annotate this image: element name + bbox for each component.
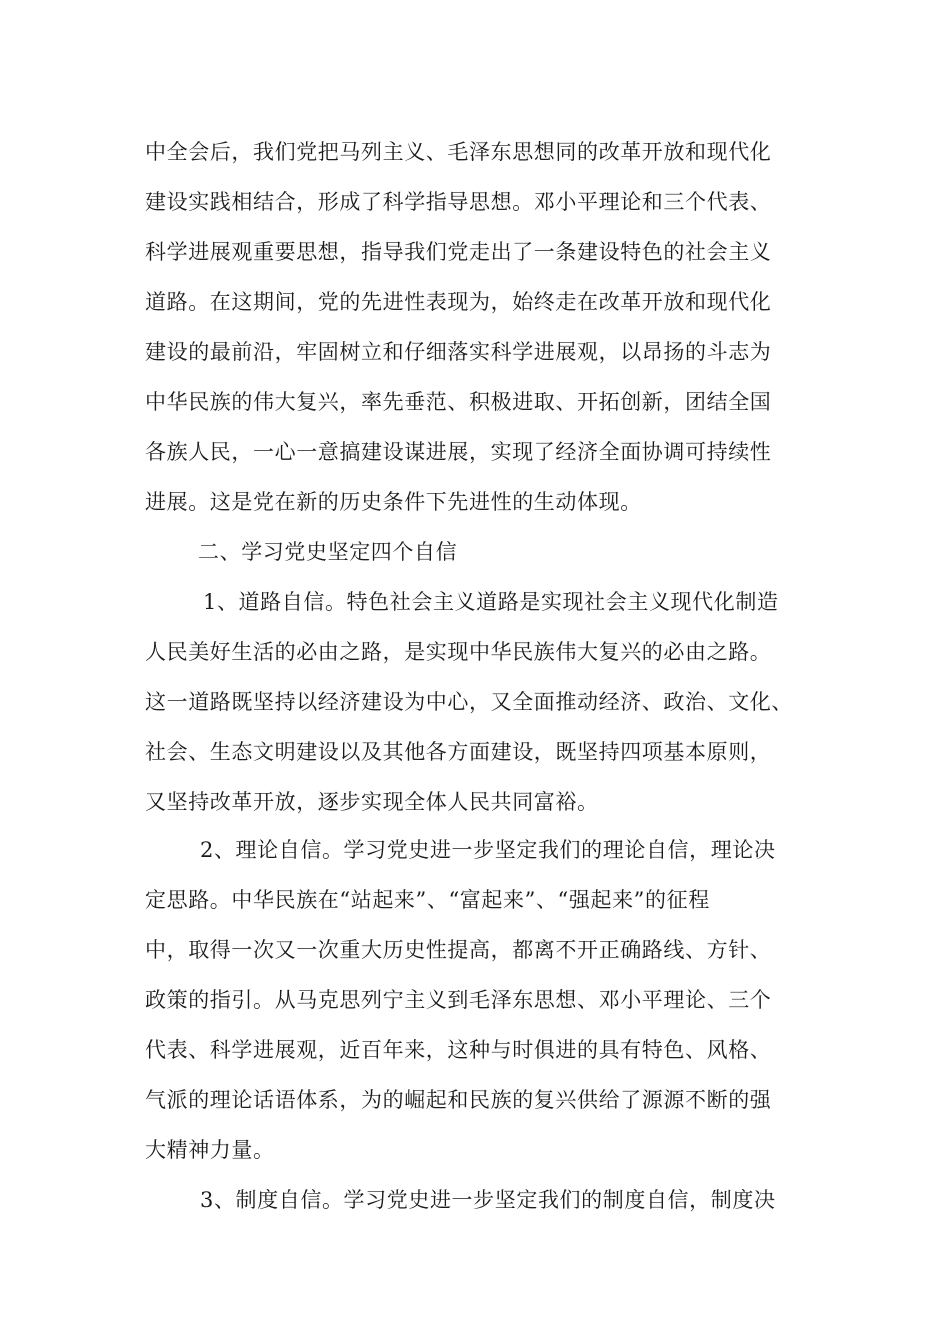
- paragraph-line: 道路。在这期间，党的先进性表现为，始终走在改革开放和现代化: [145, 290, 772, 314]
- paragraph-line: 定思路。中华民族在“站起来”、“富起来”、“强起来”的征程: [145, 888, 710, 912]
- paragraph-line: 科学进展观重要思想，指导我们党走出了一条建设特色的社会主义: [145, 240, 772, 264]
- paragraph-line: 中全会后，我们党把马列主义、毛泽东思想同的改革开放和现代化: [145, 140, 772, 164]
- paragraph-line: 进展。这是党在新的历史条件下先进性的生动体现。: [145, 490, 642, 514]
- paragraph-line: 代表、科学进展观，近百年来，这种与时俱进的具有特色、风格、: [145, 1038, 772, 1062]
- paragraph-line: 中华民族的伟大复兴，率先垂范、积极进取、开拓创新，团结全国: [145, 390, 772, 414]
- paragraph-line: 社会、生态文明建设以及其他各方面建设，既坚持四项基本原则，: [145, 740, 772, 764]
- paragraph-line: 又坚持改革开放，逐步实现全体人民共同富裕。: [145, 790, 599, 814]
- paragraph-line: 中，取得一次又一次重大历史性提高，都离不开正确路线、方针、: [145, 938, 772, 962]
- paragraph-line: 人民美好生活的必由之路，是实现中华民族伟大复兴的必由之路。: [145, 640, 772, 664]
- paragraph-line: 2、理论自信。学习党史进一步坚定我们的理论自信，理论决: [200, 838, 776, 862]
- paragraph-line: 这一道路既坚持以经济建设为中心，又全面推动经济、政治、文化、: [145, 690, 793, 714]
- paragraph-line: 建设实践相结合，形成了科学指导思想。邓小平理论和三个代表、: [145, 190, 772, 214]
- paragraph-line: 大精神力量。: [145, 1138, 275, 1162]
- section-heading: 二、学习党史坚定四个自信: [198, 540, 458, 564]
- paragraph-line: 1、道路自信。特色社会主义道路是实现社会主义现代化制造: [203, 590, 779, 614]
- paragraph-line: 各族人民，一心一意搞建设谋进展，实现了经济全面协调可持续性: [145, 440, 772, 464]
- paragraph-line: 3、制度自信。学习党史进一步坚定我们的制度自信，制度决: [200, 1188, 776, 1212]
- paragraph-line: 气派的理论话语体系，为的崛起和民族的复兴供给了源源不断的强: [145, 1088, 772, 1112]
- paragraph-line: 建设的最前沿，牢固树立和仔细落实科学进展观，以昂扬的斗志为: [145, 340, 772, 364]
- paragraph-line: 政策的指引。从马克思列宁主义到毛泽东思想、邓小平理论、三个: [145, 988, 772, 1012]
